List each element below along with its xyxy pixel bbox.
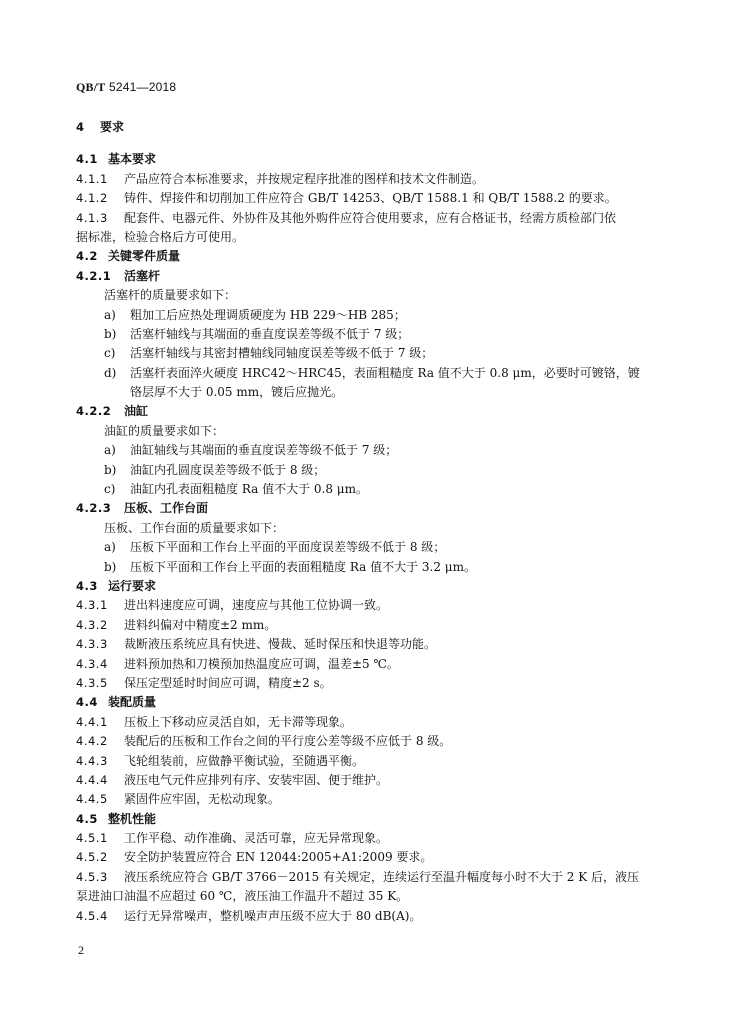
clause-number: 4.3.4	[76, 656, 108, 671]
clause-number: 4.1	[76, 152, 98, 167]
clause-line	[76, 713, 656, 732]
list-item-text: 油缸内孔表面粗糙度 Ra 值不大于 0.8 μm。	[130, 482, 368, 497]
clause-line	[76, 674, 656, 693]
clause-number: 4.2.1	[76, 268, 112, 283]
clause-line	[76, 209, 656, 228]
clause-line	[76, 118, 656, 137]
clause-number: 4.5.2	[76, 850, 108, 865]
clause-line	[76, 170, 656, 189]
clause-line	[76, 247, 656, 266]
clause-heading: 整机性能	[108, 811, 157, 826]
clause-text: 产品应符合本标准要求，并按规定程序批准的图样和技术文件制造。	[124, 171, 485, 186]
list-item-label: a)	[104, 540, 116, 555]
list-item-label: a)	[104, 443, 116, 458]
list-item-text: 油缸轴线与其端面的垂直度误差等级不低于 7 级；	[130, 443, 398, 458]
clause-heading: 压板、工作台面	[124, 501, 209, 516]
clause-number: 4.2	[76, 249, 98, 264]
clause-text: 液压电气元件应排列有序、安装牢固、便于维护。	[124, 772, 389, 787]
list-item-label: d)	[104, 365, 117, 380]
clause-number: 4.3.3	[76, 637, 108, 652]
clause-number: 4.2.3	[76, 501, 112, 516]
list-item-label: c)	[104, 482, 116, 497]
standard-number: 5241—2018	[109, 80, 177, 94]
clause-number: 4.5.3	[76, 869, 108, 884]
page-number: 2	[78, 943, 84, 957]
list-item	[76, 306, 656, 325]
clause-line	[76, 732, 656, 751]
list-item-text: 油缸内孔圆度误差等级不低于 8 级；	[130, 462, 326, 477]
clause-text: 安全防护装置应符合 EN 12044:2005+A1:2009 要求。	[124, 850, 433, 865]
standard-header	[76, 80, 176, 95]
clause-line	[76, 829, 656, 848]
clause-text: 铸件、焊接件和切削加工件应符合 GB/T 14253、QB/T 1588.1 和 QB/T 1588.2 的要求。	[124, 191, 617, 206]
clause-line	[76, 402, 656, 421]
clause-line	[76, 771, 656, 790]
clause-text: 进料纠偏对中精度±2 mm。	[124, 617, 277, 632]
list-item	[76, 538, 656, 557]
clause-line	[76, 907, 656, 926]
clause-number: 4.5.4	[76, 908, 108, 923]
clause-line	[76, 267, 656, 286]
clause-text: 紧固件应牢固，无松动现象。	[124, 792, 281, 807]
clause-text: 裁断液压系统应具有快进、慢裁、延时保压和快退等功能。	[124, 637, 437, 652]
intro-text: 油缸的质量要求如下：	[104, 423, 225, 438]
continuation-text: 铬层厚不大于 0.05 mm，镀后应抛光。	[130, 385, 344, 400]
clause-line	[76, 848, 656, 867]
list-item-text: 压板下平面和工作台上平面的平面度误差等级不低于 8 级；	[130, 540, 446, 555]
list-item-text: 粗加工后应热处理调质硬度为 HB 229～HB 285；	[130, 307, 406, 322]
list-item	[76, 344, 656, 363]
clause-number: 4.4.3	[76, 753, 108, 768]
intro-text: 活塞杆的质量要求如下：	[104, 288, 237, 303]
clause-text: 保压定型延时时间应可调，精度±2 s。	[124, 675, 332, 690]
clause-number: 4.4	[76, 695, 98, 710]
clause-number: 4.4.2	[76, 734, 108, 749]
clause-heading: 要求	[100, 120, 125, 134]
clause-number: 4	[76, 120, 85, 134]
clause-line	[76, 655, 656, 674]
clause-line	[76, 810, 656, 829]
clause-text: 工作平稳、动作准确、灵活可靠，应无异常现象。	[124, 831, 389, 846]
clause-heading: 油缸	[124, 404, 149, 419]
list-item	[76, 364, 656, 383]
list-item-label: a)	[104, 307, 116, 322]
list-item-text: 压板下平面和工作台上平面的表面粗糙度 Ra 值不大于 3.2 μm。	[130, 559, 476, 574]
list-item	[76, 480, 656, 499]
list-item-text: 活塞杆轴线与其密封槽轴线同轴度误差等级不低于 7 级；	[130, 346, 434, 361]
list-item	[76, 558, 656, 577]
clause-heading: 运行要求	[108, 578, 157, 593]
clause-line	[76, 189, 656, 208]
list-item	[76, 441, 656, 460]
list-item	[76, 325, 656, 344]
clause-line	[76, 150, 656, 169]
clause-number: 4.5	[76, 811, 98, 826]
clause-line	[76, 752, 656, 771]
list-item	[76, 461, 656, 480]
list-item-label: c)	[104, 346, 116, 361]
list-item-text: 活塞杆表面淬火硬度 HRC42～HRC45，表面粗糙度 Ra 值不大于 0.8 μm，必要时可镀铬，镀	[130, 365, 640, 380]
list-item-text: 活塞杆轴线与其端面的垂直度误差等级不低于 7 级；	[130, 326, 410, 341]
clause-text: 飞轮组装前，应做静平衡试验，至随遇平衡。	[124, 753, 365, 768]
clause-line	[76, 635, 656, 654]
clause-number: 4.1.1	[76, 171, 108, 186]
clause-number: 4.4.1	[76, 714, 108, 729]
clause-line	[76, 499, 656, 518]
clause-heading: 活塞杆	[124, 268, 161, 283]
clause-number: 4.1.3	[76, 210, 108, 225]
clause-heading: 装配质量	[108, 695, 157, 710]
clause-text: 配套件、电器元件、外协件及其他外购件应符合使用要求，应有合格证书，经需方质检部门依	[124, 210, 617, 225]
list-item-label: b)	[104, 559, 117, 574]
clause-heading: 基本要求	[108, 152, 157, 167]
list-item-label: b)	[104, 462, 117, 477]
clause-number: 4.3	[76, 578, 98, 593]
clause-number: 4.4.5	[76, 792, 108, 807]
clause-line	[76, 868, 656, 887]
clause-text: 液压系统应符合 GB/T 3766－2015 有关规定，连续运行至温升幅度每小时不大于 2 K 后，液压	[124, 869, 640, 884]
clause-number: 4.4.4	[76, 772, 108, 787]
clause-number: 4.3.2	[76, 617, 108, 632]
clause-number: 4.3.5	[76, 675, 108, 690]
continuation-text: 据标准，检验合格后方可使用。	[76, 229, 245, 244]
clause-text: 压板上下移动应灵活自如，无卡滞等现象。	[124, 714, 353, 729]
clause-line	[76, 693, 656, 712]
clause-line	[76, 596, 656, 615]
clause-text: 进料预加热和刀模预加热温度应可调，温差±5 ℃。	[124, 656, 399, 671]
clause-number: 4.3.1	[76, 598, 108, 613]
clause-heading: 关键零件质量	[108, 249, 181, 264]
clause-number: 4.2.2	[76, 404, 112, 419]
clause-text: 运行无异常噪声，整机噪声声压级不应大于 80 dB(A)。	[124, 908, 422, 923]
continuation-text: 泵进油口油温不应超过 60 ℃，液压油工作温升不超过 35 K。	[76, 889, 409, 904]
intro-text: 压板、工作台面的质量要求如下：	[104, 520, 285, 535]
clause-text: 装配后的压板和工作台之间的平行度公差等级不应低于 8 级。	[124, 734, 452, 749]
clause-line	[76, 790, 656, 809]
clause-line	[76, 616, 656, 635]
standard-prefix: QB/T	[76, 80, 106, 94]
clause-text: 进出料速度应可调，速度应与其他工位协调一致。	[124, 598, 389, 613]
clause-number: 4.1.2	[76, 191, 108, 206]
list-item-label: b)	[104, 326, 117, 341]
clause-number: 4.5.1	[76, 831, 108, 846]
clause-line	[76, 577, 656, 596]
document-body	[76, 118, 656, 926]
